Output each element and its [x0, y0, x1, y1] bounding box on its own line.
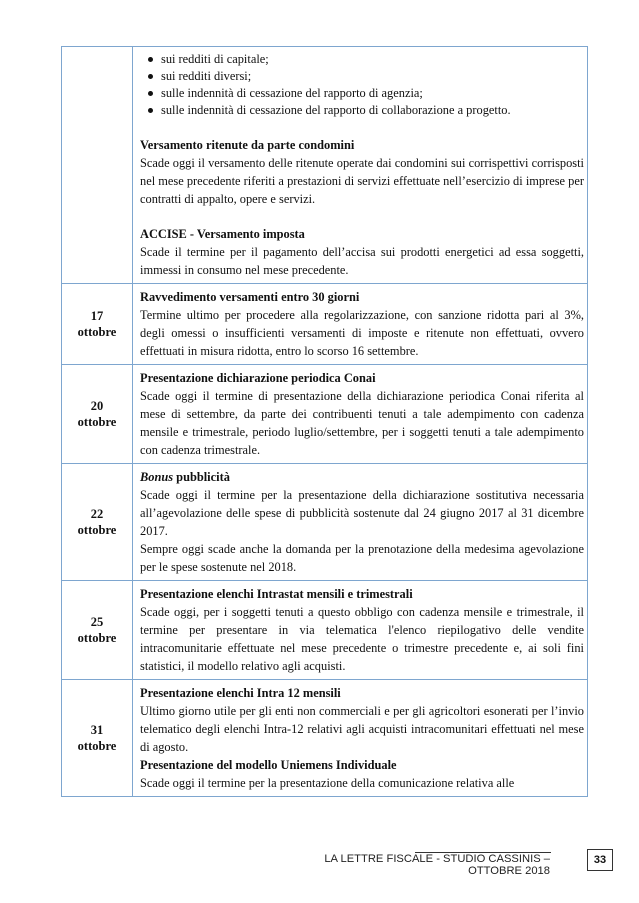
list-item: sui redditi diversi;: [148, 68, 584, 85]
entry-title: [140, 468, 584, 486]
footer-text: LA LETTRE FISCALE - STUDIO CASSINIS – OTTOBRE 2018: [324, 853, 550, 877]
date-cell: [62, 464, 133, 581]
date-cell: [62, 365, 133, 464]
list-item: sulle indennità di cessazione del rapporto di agenzia;: [148, 85, 584, 102]
content-cell: [133, 680, 588, 797]
table-row: [62, 464, 588, 581]
entry-body: Scade oggi il termine per la presentazione della comunicazione relativa alle: [140, 776, 515, 790]
content-cell: [133, 284, 588, 365]
entry-title: Presentazione elenchi Intra 12 mensili: [140, 686, 341, 700]
entry-body: Scade oggi, per i soggetti tenuti a questo obbligo con cadenza mensile e trimestrale, il termine per presentare in via telematica l'elenco riepilogativo delle vendite intracomunitarie effettuate nel mese precedente o trimestre precedente e, ai soli fini statistici, il modello relativo agli acquisti.: [140, 605, 584, 673]
date-cell: [62, 284, 133, 365]
bullet-list: [140, 51, 584, 119]
table-row: [62, 47, 588, 284]
content-cell: [133, 464, 588, 581]
content-cell: [133, 47, 588, 284]
entry-title: Presentazione elenchi Intrastat mensili e trimestrali: [140, 587, 413, 601]
date-month: ottobre: [77, 631, 117, 645]
entry-body: Termine ultimo per procedere alla regolarizzazione, con sanzione ridotta pari al 3%, degli omessi o insufficienti versamenti di imposte e ritenute non effettuati, ovvero effettuati in misura ridotta, entro lo scorso 16 settembre.: [140, 308, 584, 358]
entry-body: Scade oggi il termine per la presentazione della dichiarazione sostitutiva necessaria all’agevolazione delle spese di pubblicità sostenute dal 24 giugno 2017 al 31 dicembre 2017.: [140, 488, 584, 538]
entry-title-italic: Bonus: [140, 470, 174, 484]
page-number: 33: [587, 849, 613, 871]
date-day: 22: [90, 507, 104, 521]
deadlines-table: [61, 46, 588, 797]
entry-body: Scade oggi il termine di presentazione della dichiarazione periodica Conai riferita al mese di settembre, da parte dei contribuenti tenuti a tale adempimento con cadenza mensile e trimestrale, periodo luglio/settembre, per i soggetti tenuti a tale adempimento con cadenza trimestrale.: [140, 389, 584, 457]
date-month: ottobre: [77, 325, 117, 339]
date-day: 25: [90, 615, 104, 629]
entry-body: Sempre oggi scade anche la domanda per la prenotazione della medesima agevolazione per le spese sostenute nel 2018.: [140, 542, 584, 574]
content-cell: [133, 581, 588, 680]
table-row: [62, 284, 588, 365]
date-cell: [62, 581, 133, 680]
date-month: ottobre: [77, 523, 117, 537]
entry-title: Ravvedimento versamenti entro 30 giorni: [140, 290, 360, 304]
date-month: ottobre: [77, 739, 117, 753]
entry-title: Presentazione dichiarazione periodica Conai: [140, 371, 376, 385]
date-day: 20: [90, 399, 104, 413]
entry-body: Ultimo giorno utile per gli enti non commerciali e per gli agricoltori esonerati per l’invio telematico degli elenchi Intra-12 relativi agli acquisti intracomunitari effettuati nel mese di agosto.: [140, 704, 584, 754]
date-cell: [62, 680, 133, 797]
content-cell: [133, 365, 588, 464]
list-item: sulle indennità di cessazione del rapporto di collaborazione a progetto.: [148, 102, 584, 119]
entry-title-rest: pubblicità: [173, 470, 230, 484]
date-day: 17: [90, 309, 104, 323]
section-title: Versamento ritenute da parte condomini: [140, 138, 355, 152]
section-body: Scade oggi il versamento delle ritenute operate dai condomini sui corrispettivi corrisposti nel mese precedente riferiti a prestazioni di servizi effettuate nell’esercizio di imprese per contratti di appalto, opere e servizi.: [140, 156, 584, 206]
list-item: sui redditi di capitale;: [148, 51, 584, 68]
section-title: ACCISE - Versamento imposta: [140, 227, 305, 241]
date-cell-empty: [62, 47, 133, 284]
table-row: [62, 365, 588, 464]
table-row: [62, 581, 588, 680]
date-month: ottobre: [77, 415, 117, 429]
section-body: Scade il termine per il pagamento dell’accisa sui prodotti energetici ad essa soggetti, immessi in consumo nel mese precedente.: [140, 245, 584, 277]
entry-title: Presentazione del modello Uniemens Individuale: [140, 758, 397, 772]
table-row: [62, 680, 588, 797]
date-day: 31: [90, 723, 104, 737]
